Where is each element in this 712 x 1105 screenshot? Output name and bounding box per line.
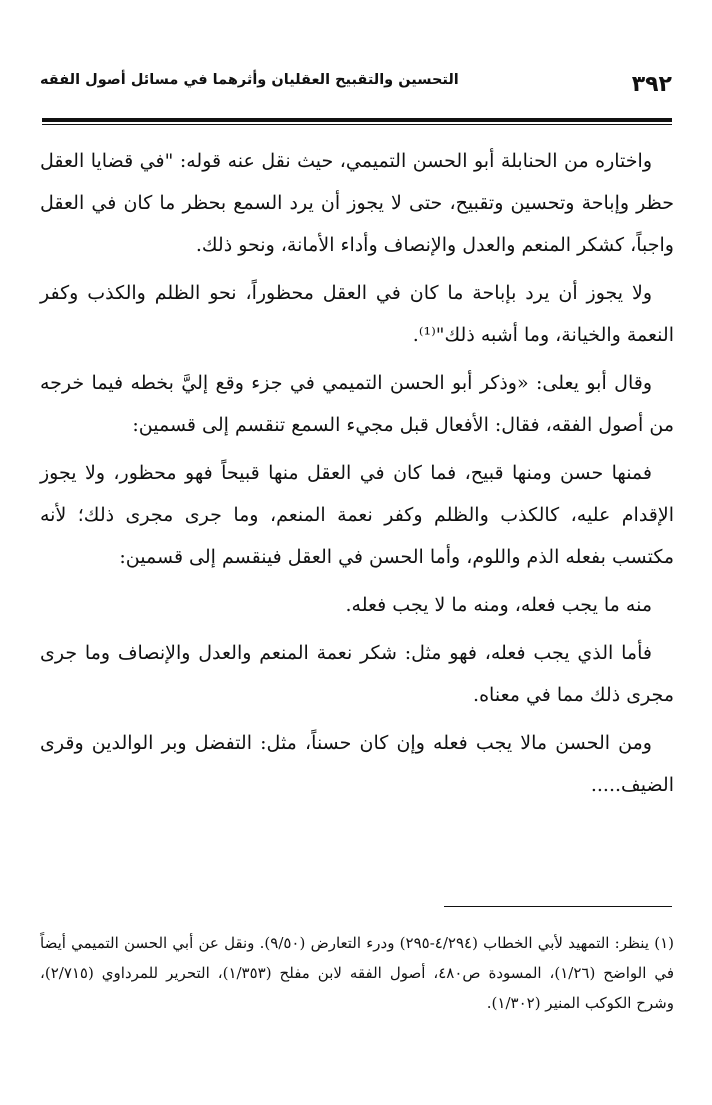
paragraph: ومن الحسن مالا يجب فعله وإن كان حسناً، مثل: التفضل وبر الوالدين وقرى الضيف..... xyxy=(40,732,674,796)
paragraph: واختاره من الحنابلة أبو الحسن التميمي، حيث نقل عنه قوله: "في قضايا العقل حظر وإباحة وتحسين وتقبيح، حتى لا يجوز أن يرد السمع بحظر ما كان في العقل واجباً، كشكر المنعم والعدل والإنصاف وأداء الأمانة، ونحو ذلك. xyxy=(40,150,674,256)
main-text xyxy=(40,140,674,812)
header-rule-thick xyxy=(42,118,672,122)
footnotes xyxy=(40,928,674,1018)
page-header xyxy=(40,64,672,104)
paragraph: فمنها حسن ومنها قبيح، فما كان في العقل منها قبيحاً فهو محظور، ولا يجوز الإقدام عليه، كالكذب والظلم وكفر نعمة المنعم، وما جرى مجرى ذلك؛ لأنه مكتسب بفعله الذم واللوم، وأما الحسن في العقل فينقسم إلى قسمين: xyxy=(40,462,674,568)
paragraph: ولا يجوز أن يرد بإباحة ما كان في العقل محظوراً، نحو الظلم والكذب وكفر النعمة والخيانة، وما أشبه ذلك"⁽¹⁾. xyxy=(40,282,674,346)
paragraph: فأما الذي يجب فعله، فهو مثل: شكر نعمة المنعم والعدل والإنصاف وما جرى مجرى ذلك مما في معناه. xyxy=(40,642,674,706)
paragraph: وقال أبو يعلى: «وذكر أبو الحسن التميمي في جزء وقع إليَّ بخطه فيما خرجه من أصول الفقه، فقال: الأفعال قبل مجيء السمع تنقسم إلى قسمين: xyxy=(40,372,674,436)
footnote-separator xyxy=(444,906,672,907)
page-number: ٣٩٢ xyxy=(631,72,672,97)
footnote: (١) ينظر: التمهيد لأبي الخطاب (٤/٢٩٤-٢٩٥) ودرء التعارض (٩/٥٠). ونقل عن أبي الحسن التميمي أيضاً في الواضح (١/٢٦)، المسودة ص٤٨٠، أصول الفقه لابن مفلح (١/٣٥٣)، التحرير للمرداوي (٢/٧١٥)، وشرح الكوكب المنير (١/٣٠٢). xyxy=(40,934,675,1012)
running-title: التحسين والتقبيح العقليان وأثرهما في مسائل أصول الفقه xyxy=(40,72,459,88)
header-rule-thin xyxy=(42,124,672,125)
paragraph: منه ما يجب فعله، ومنه ما لا يجب فعله. xyxy=(345,594,652,616)
